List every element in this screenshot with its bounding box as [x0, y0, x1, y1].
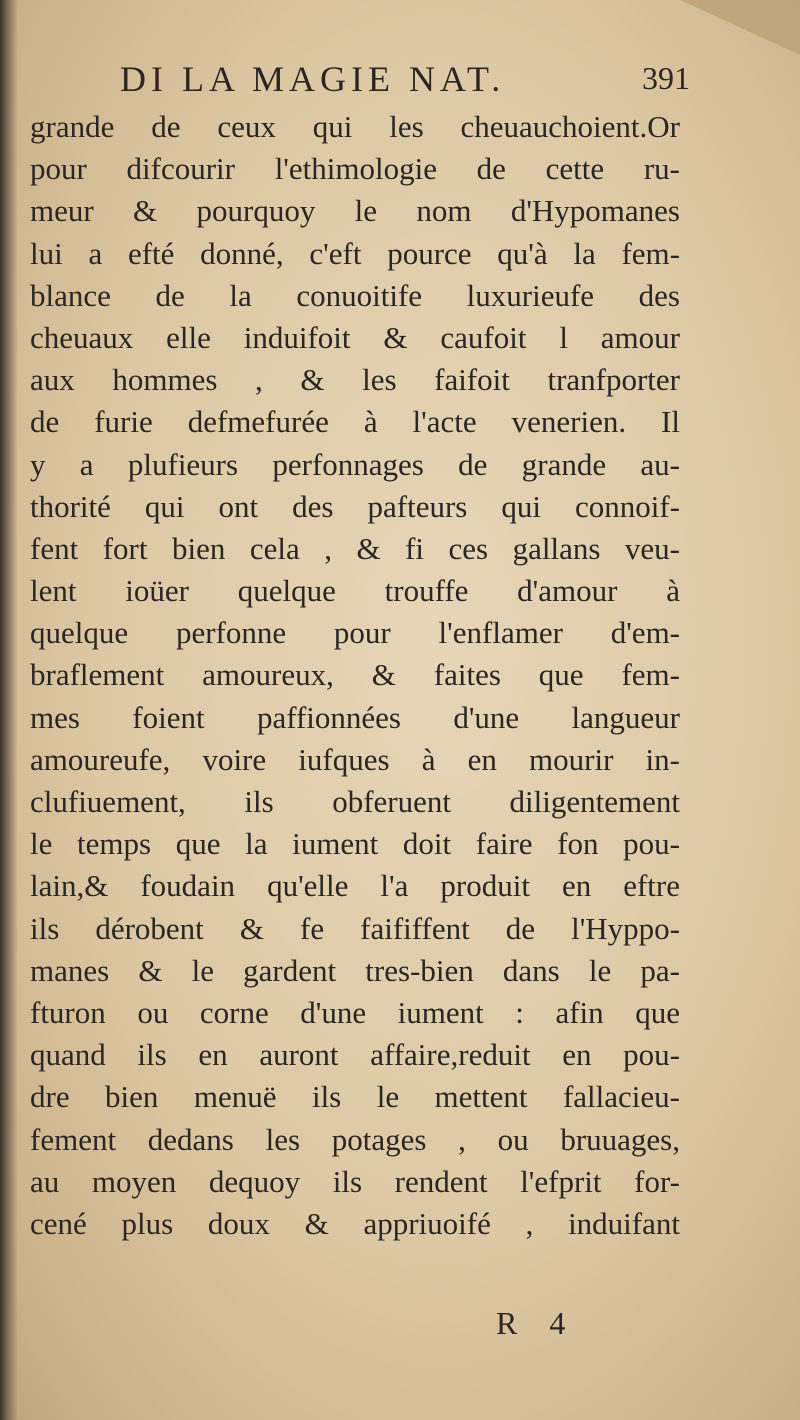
body-text: [30, 106, 680, 1245]
text-line: braflement amoureux, & faites que fem-: [30, 657, 680, 693]
text-line: dre bien menuë ils le mettent fallacieu-: [30, 1079, 680, 1115]
text-line: grande de ceux qui les cheuauchoient.Or: [30, 109, 680, 144]
text-line: ils dérobent & fe faififfent de l'Hyppo-: [30, 910, 680, 946]
text-line: manes & le gardent tres-bien dans le pa-: [30, 952, 680, 988]
text-line: le temps que la iument doit faire fon pou-: [30, 826, 680, 862]
page-header: [30, 58, 690, 104]
text-line: lent ioüer quelque trouffe d'amour à: [30, 573, 680, 609]
text-line: y a plufieurs perfonnages de grande au-: [30, 446, 680, 482]
text-line: clufiuement, ils obferuent diligentement: [30, 784, 680, 819]
text-line: de furie defmefurée à l'acte venerien. Il: [30, 404, 680, 440]
text-line: fement dedans les potages , ou bruuages,: [30, 1121, 680, 1157]
text-line: amoureufe, voire iufques à en mourir in-: [30, 741, 680, 777]
text-line: au moyen dequoy ils rendent l'efprit for-: [30, 1163, 680, 1199]
page-number: 391: [642, 60, 690, 96]
text-line: aux hommes , & les faifoit tranfporter: [30, 362, 680, 398]
running-head: DI LA MAGIE NAT.: [120, 59, 506, 99]
text-line: cheuaux elle induifoit & caufoit l amour: [30, 319, 680, 355]
text-line: quelque perfonne pour l'enflamer d'em-: [30, 615, 680, 651]
text-line: blance de la conuoitife luxurieufe des: [30, 277, 680, 313]
text-line: fturon ou corne d'une iument : afin que: [30, 994, 680, 1030]
text-line: thorité qui ont des pafteurs qui connoif-: [30, 488, 680, 524]
text-line: mes foient paffionnées d'une langueur: [30, 699, 680, 735]
text-line: quand ils en auront affaire,reduit en pou-: [30, 1037, 680, 1073]
text-line: meur & pourquoy le nom d'Hypomanes: [30, 193, 680, 229]
text-line: cené plus doux & appriuoifé , induifant: [30, 1205, 680, 1241]
page-corner: [680, 0, 800, 55]
text-line: pour difcourir l'ethimologie de cette ru-: [30, 151, 680, 187]
binding-edge: [0, 0, 18, 1420]
text-line: lui a efté donné, c'eft pource qu'à la fem-: [30, 235, 680, 271]
text-line: lain,& foudain qu'elle l'a produit en eftre: [30, 868, 680, 904]
signature-mark: R 4: [496, 1305, 578, 1341]
text-line: fent fort bien cela , & fi ces gallans veu-: [30, 530, 680, 566]
